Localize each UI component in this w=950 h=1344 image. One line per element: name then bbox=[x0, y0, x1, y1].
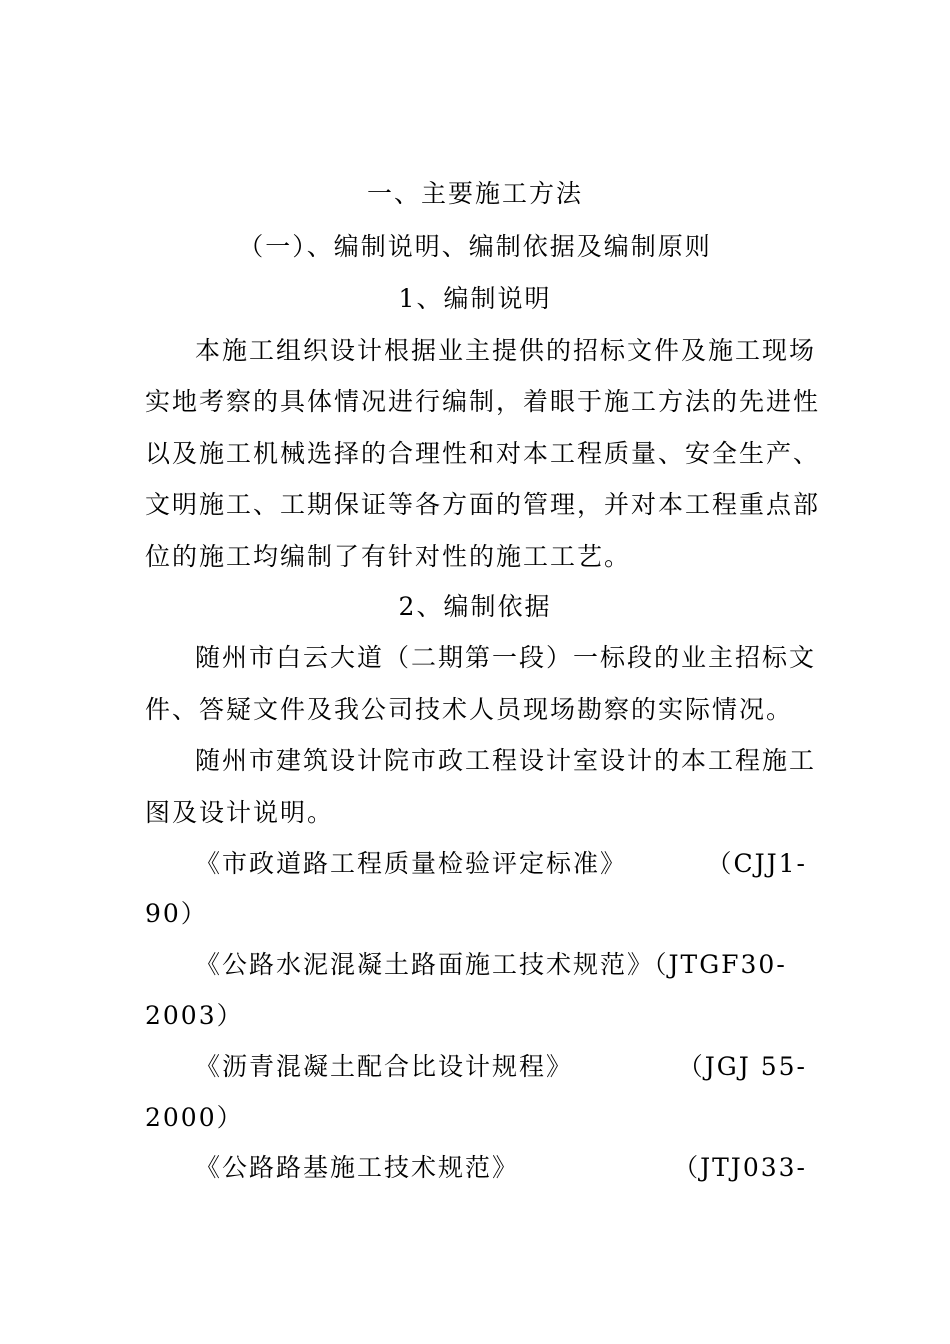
paragraph-line: 以及施工机械选择的合理性和对本工程质量、安全生产、 bbox=[145, 439, 821, 468]
standard-code-continuation: 90） bbox=[145, 899, 208, 928]
paragraph-line: 随州市建筑设计院市政工程设计室设计的本工程施工 bbox=[195, 746, 817, 775]
paragraph-line: 实地考察的具体情况进行编制，着眼于施工方法的先进性 bbox=[145, 387, 821, 416]
subsection-heading-2: 2、编制依据 bbox=[398, 592, 552, 621]
subsection-heading-1: 1、编制说明 bbox=[398, 284, 552, 313]
standard-code-continuation: 2000） bbox=[145, 1103, 244, 1132]
paragraph-line: 位的施工均编制了有针对性的施工工艺。 bbox=[145, 542, 632, 571]
standard-title: 《市政道路工程质量检验评定标准》 bbox=[195, 849, 628, 878]
standard-title: 《公路路基施工技术规范》 bbox=[195, 1153, 520, 1182]
standard-title: 《公路水泥混凝土路面施工技术规范》（JTGF30- bbox=[195, 950, 787, 979]
main-heading: 一、主要施工方法 bbox=[366, 179, 583, 208]
paragraph-line: 图及设计说明。 bbox=[145, 798, 335, 827]
paragraph-line: 文明施工、工期保证等各方面的管理，并对本工程重点部 bbox=[145, 490, 821, 519]
paragraph-line: 件、答疑文件及我公司技术人员现场勘察的实际情况。 bbox=[145, 695, 794, 724]
standard-code: （JTJ033- bbox=[673, 1153, 807, 1182]
section-heading: （一）、编制说明、编制依据及编制原则 bbox=[238, 232, 712, 261]
standard-code: （CJJ1- bbox=[706, 849, 807, 878]
standard-code-continuation: 2003） bbox=[145, 1001, 244, 1030]
standard-title: 《沥青混凝土配合比设计规程》 bbox=[195, 1052, 574, 1081]
paragraph-line: 随州市白云大道（二期第一段）一标段的业主招标文 bbox=[195, 643, 817, 672]
paragraph-line: 本施工组织设计根据业主提供的招标文件及施工现场 bbox=[195, 336, 817, 365]
standard-code: （JGJ 55- bbox=[677, 1052, 807, 1081]
